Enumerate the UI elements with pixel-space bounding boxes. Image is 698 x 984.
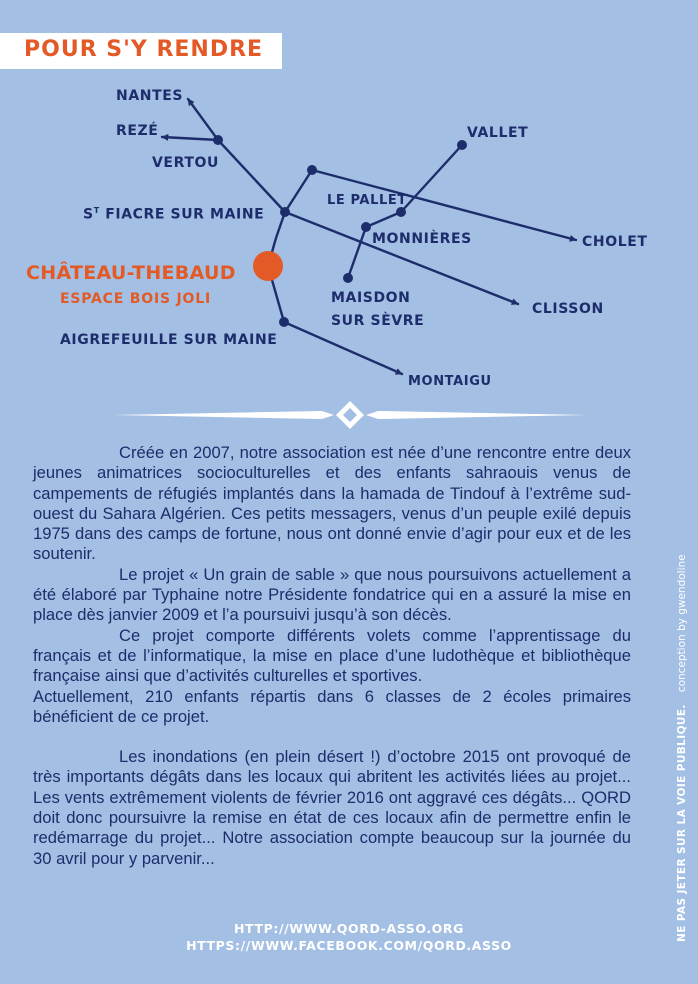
facebook-link[interactable]: HTTPS://WWW.FACEBOOK.COM/QORD.ASSO <box>186 938 512 953</box>
paragraph-components: Ce projet comporte différents volets comme l’apprentissage du français et de l’informatique, la mise en place d’une ludothèque et bibliothèque française ainsi que d’activités culturelles et sportives. <box>33 625 631 686</box>
node-aigrefeuille <box>279 317 289 327</box>
route-monnieres-junction <box>366 212 401 227</box>
label-st-fiacre: $S^T$ FIACRE SUR MAINE <box>83 206 265 223</box>
title-box <box>0 33 282 69</box>
website-link[interactable]: HTTP://WWW.QORD-ASSO.ORG <box>234 921 464 936</box>
label-le-pallet: LE PALLET <box>327 193 407 208</box>
page-title: POUR S'Y RENDRE <box>24 37 264 62</box>
node-lepallet <box>307 165 317 175</box>
label-vallet: VALLET <box>467 125 529 141</box>
label-monnieres: MONNIÈRES <box>372 231 472 247</box>
route-junction-maisdon <box>348 227 366 278</box>
node-vertou <box>213 135 223 145</box>
label-maisdon-line1: MAISDON <box>331 290 411 306</box>
label-nantes: NANTES <box>116 88 184 104</box>
route-vertou-nantes <box>188 99 218 140</box>
node-stfiacre <box>280 207 290 217</box>
label-clisson: CLISSON <box>532 301 604 317</box>
ornamental-divider <box>112 397 588 433</box>
route-vertou-stfiacre <box>218 140 285 212</box>
paragraph-project: Le projet « Un grain de sable » que nous poursuivons actuellement a été élaboré par Typhaine notre Présidente fondatrice qui en a assuré la mise en place dès janvier 2009 et l’a poursuivi jusqu’à son décès. <box>33 564 631 625</box>
route-vertou-reze <box>162 137 218 140</box>
node-chateau-thebaud <box>253 251 283 281</box>
node-vallet <box>457 140 467 150</box>
label-aigrefeuille: AIGREFEUILLE SUR MAINE <box>60 332 278 348</box>
paragraph-floods: Les inondations (en plein désert !) d’octobre 2015 ont provoqué de très importants dégâts dans les locaux qui abritent les activités liées au projet... Les vents extrêmement violents de février 2016 ont aggravé ces dégâts... QORD doit donc poursuivre la remise en état de ces locaux afin de permettre enfin le redémarrage du projet... Notre association compte beaucoup sur la journée du 30 avril pour y parvenir... <box>33 747 631 868</box>
node-maisdon <box>343 273 353 283</box>
side-credit-text: conception by gwendoline <box>676 554 688 693</box>
label-chateau-thebaud: CHÂTEAU-THEBAUD <box>26 262 236 284</box>
body-text <box>33 443 631 869</box>
route-stfiacre-lepallet <box>285 170 312 212</box>
label-maisdon-line2: SUR SÈVRE <box>331 313 425 329</box>
label-reze: REZÉ <box>116 123 159 139</box>
label-espace-bois-joli: ESPACE BOIS JOLI <box>60 291 211 307</box>
node-monnieres <box>396 207 406 217</box>
label-cholet: CHOLET <box>582 234 648 250</box>
node-junction <box>361 222 371 232</box>
label-vertou: VERTOU <box>152 155 219 171</box>
paragraph-history: Créée en 2007, notre association est née d’une rencontre entre deux jeunes animatrices socioculturelles et des enfants sahraouis venus de campements de réfugiés implantés dans la hamada de Tindouf à l’extrême sud-ouest du Sahara Algérien. Ces petits messagers, venus d’un peuple exilé depuis 1975 dans des camps de fortune, nous ont donné envie d’agir pour eux et de les soutenir. <box>33 443 631 564</box>
label-montaigu: MONTAIGU <box>408 374 492 389</box>
paragraph-beneficiaries: Actuellement, 210 enfants répartis dans 6 classes de 2 écoles primaires bénéficient de ce projet. <box>33 686 631 726</box>
side-notice-text: NE PAS JETER SUR LA VOIE PUBLIQUE. <box>676 704 688 942</box>
route-aigrefeuille-montaigu <box>284 322 402 374</box>
